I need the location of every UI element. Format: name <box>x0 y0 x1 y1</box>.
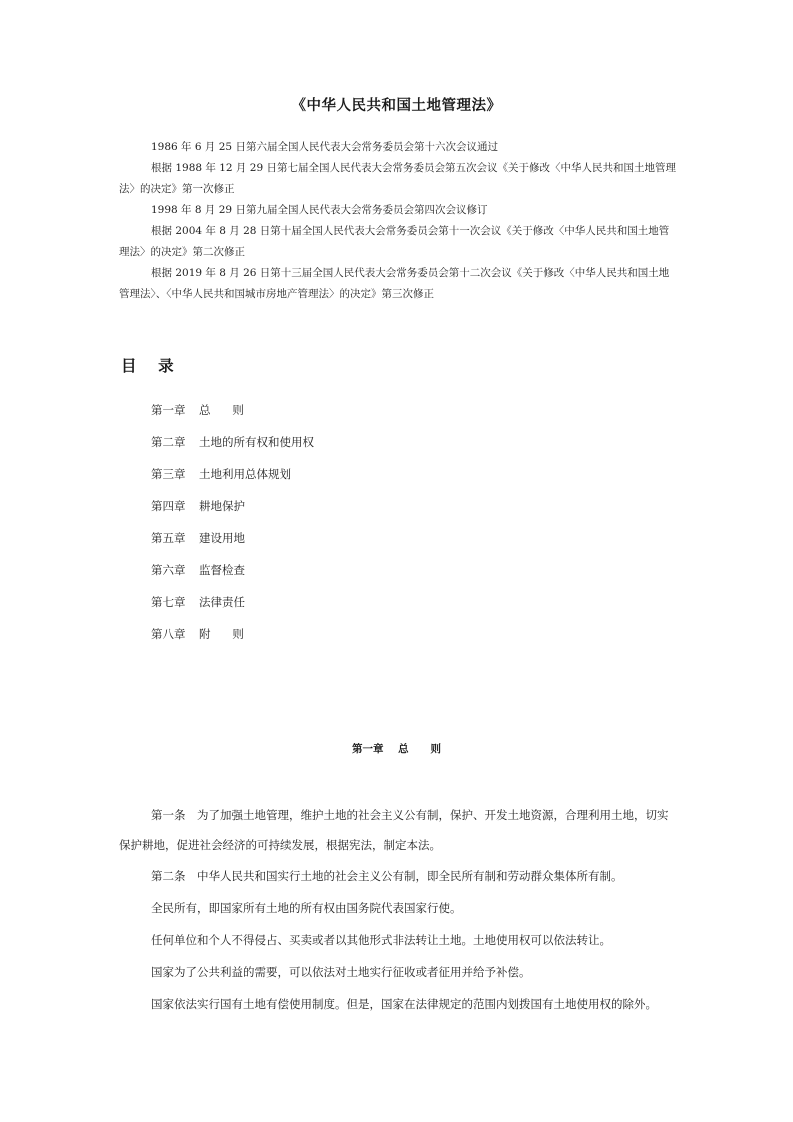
toc-item <box>151 430 314 462</box>
toc-item-number: 第八章 <box>151 627 186 641</box>
toc-item-title: 建设用地 <box>199 531 245 545</box>
toc-item-title: 土地利用总体规划 <box>199 467 291 481</box>
toc-item <box>151 462 314 494</box>
table-of-contents <box>151 398 314 654</box>
toc-item-title: 土地的所有权和使用权 <box>199 435 314 449</box>
toc-item <box>151 622 314 654</box>
chapter-heading: 第一章 总 则 <box>351 743 442 755</box>
history-line: 根据 1988 年 12 月 29 日第七届全国人民代表大会常务委员会第五次会议《关于修改〈中华人民共和国土地管理法〉的决定》第一次修正 <box>119 162 676 195</box>
toc-item-title: 耕地保护 <box>199 499 245 513</box>
chapter-body <box>119 800 679 1020</box>
toc-item-number: 第六章 <box>151 563 186 577</box>
toc-item <box>151 494 314 526</box>
toc-item <box>151 398 314 430</box>
article-paragraph: 国家为了公共利益的需要，可以依法对土地实行征收或者征用并给予补偿。 <box>151 965 531 979</box>
toc-item <box>151 526 314 558</box>
toc-item-title: 监督检查 <box>199 563 245 577</box>
toc-item-title: 法律责任 <box>199 595 245 609</box>
toc-item-number: 第七章 <box>151 595 186 609</box>
toc-item-title: 总 则 <box>199 403 244 417</box>
article-paragraph: 全民所有，即国家所有土地的所有权由国务院代表国家行使。 <box>151 901 462 915</box>
toc-item-number: 第五章 <box>151 531 186 545</box>
article-paragraph: 任何单位和个人不得侵占、买卖或者以其他形式非法转让土地。土地使用权可以依法转让。 <box>151 933 611 947</box>
article-paragraph: 国家依法实行国有土地有偿使用制度。但是，国家在法律规定的范围内划拨国有土地使用权的除外。 <box>151 997 657 1011</box>
toc-item-number: 第四章 <box>151 499 186 513</box>
article-paragraph: 第二条 中华人民共和国实行土地的社会主义公有制，即全民所有制和劳动群众集体所有制。 <box>151 869 623 883</box>
history-line: 1986 年 6 月 25 日第六届全国人民代表大会常务委员会第十六次会议通过 <box>151 141 498 153</box>
history-line: 根据 2019 年 8 月 26 日第十三届全国人民代表大会常务委员会第十二次会议《关于修改〈中华人民共和国土地管理法〉、〈中华人民共和国城市房地产管理法〉的决定》第三次修正 <box>119 267 670 300</box>
toc-item-number: 第三章 <box>151 467 186 481</box>
document-title: 《中华人民共和国土地管理法》 <box>291 98 502 114</box>
toc-item-number: 第二章 <box>151 435 186 449</box>
article-paragraph: 第一条 为了加强土地管理，维护土地的社会主义公有制，保护、开发土地资源，合理利用土地，切实保护耕地，促进社会经济的可持续发展，根据宪法，制定本法。 <box>119 808 669 852</box>
history-line: 根据 2004 年 8 月 28 日第十届全国人民代表大会常务委员会第十一次会议《关于修改〈中华人民共和国土地管理法〉的决定》第二次修正 <box>119 225 670 258</box>
toc-item-number: 第一章 <box>151 403 186 417</box>
amendment-history <box>119 137 679 305</box>
history-line: 1998 年 8 月 29 日第九届全国人民代表大会常务委员会第四次会议修订 <box>151 204 488 216</box>
toc-item <box>151 590 314 622</box>
toc-item-title: 附 则 <box>199 627 244 641</box>
toc-heading: 目 录 <box>121 357 174 375</box>
toc-item <box>151 558 314 590</box>
